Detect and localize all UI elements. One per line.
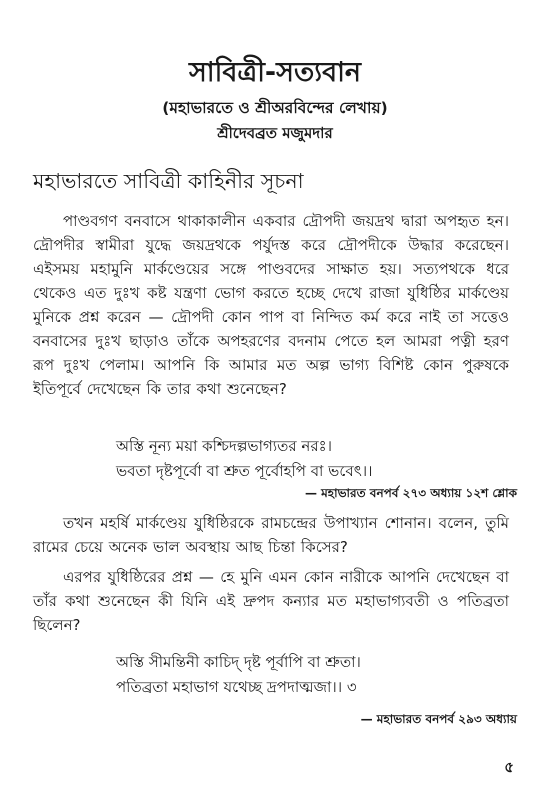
verse-2-line-1: অস্তি সীমন্তিনী কাচিদ্ দৃষ্ট পূর্বাপি বা শ্রুতা। — [116, 653, 361, 671]
paragraph-1: পাণ্ডবগণ বনবাসে থাকাকালীন একবার দ্রৌপদী জয়দ্রথ দ্বারা অপহৃত হন। দ্রৌপদীর স্বামীরা যুদ্ধে জয়দ্রথকে পর্যুদস্ত করে দ্রৌপদীকে উদ্ধার করেছেন। এইসময় মহামুনি মার্কণ্ডেয়ের সঙ্গে পাণ্ডবদের সাক্ষাত হয়। সত্যপথকে ধরে থেকেও এত দুঃখ কষ্ট যন্ত্রণা ভোগ করতে হচ্ছে দেখে রাজা যুধিষ্ঠির মার্কণ্ডেয় মুনিকে প্রশ্ন করেন — দ্রৌপদী কোন পাপ বা নিন্দিত কর্ম করে নাই তা সত্তেও বনবাসের দুঃখ ছাড়াও তাঁকে অপহরণের বদনাম পেতে হল আমরা পত্নী হরণ রূপ দুঃখ পেলাম। আপনি কি আমার মত অল্প ভাগ্য বিশিষ্ট কোন পুরুষকে ইতিপূর্বে দেখেছেন কি তার কথা শুনেছেন? — [33, 212, 509, 398]
verse-2-citation: — মহাভারত বনপর্ব ২৯৩ অধ্যায় — [360, 712, 517, 726]
verse-2 — [116, 650, 361, 700]
page-title: সাবিত্রী-সত্যবান — [188, 57, 362, 88]
verse-2-line-2: পতিব্রতা মহাভাগ যথেচ্ছ দ্রপদাত্মজা।। ৩ — [116, 678, 357, 696]
page-number: ৫ — [504, 758, 514, 776]
verse-1-citation: — মহাভারত বনপর্ব ২৭৩ অধ্যায় ১২শ শ্লোক — [304, 486, 517, 500]
page-header — [0, 54, 550, 144]
verse-1-line-2: ভবতা দৃষ্টপূর্বো বা শ্রুত পূর্বোহপি বা ভবেৎ।। — [116, 462, 373, 480]
author-name: শ্রীদেবব্রত মজুমদার — [217, 124, 333, 142]
section-heading: মহাভারতে সাবিত্রী কাহিনীর সূচনা — [33, 169, 304, 193]
verse-1-line-1: অস্তি নূন্য ময়া কশ্চিদল্পভাগ্যতর নরঃ। — [116, 437, 332, 455]
page-subtitle: (মহাভারতে ও শ্রীঅরবিন্দের লেখায়) — [162, 99, 388, 117]
paragraph-2: তখন মহর্ষি মার্কণ্ডেয় যুধিষ্ঠিরকে রামচন্দ্রের উপাখ্যান শোনান। বলেন, তুমি রামের চেয়ে অনেক ভাল অবস্থায় আছ চিন্তা কিসের? — [33, 514, 509, 556]
paragraph-3: এরপর যুধিষ্ঠিরের প্রশ্ন — হে মুনি এমন কোন নারীকে আপনি দেখেছেন বা তাঁর কথা শুনেছেন কী যিনি এই দ্রুপদ কন্যার মত মহাভাগ্যবতী ও পতিব্রতা ছিলেন? — [33, 568, 509, 634]
verse-1 — [116, 434, 372, 484]
